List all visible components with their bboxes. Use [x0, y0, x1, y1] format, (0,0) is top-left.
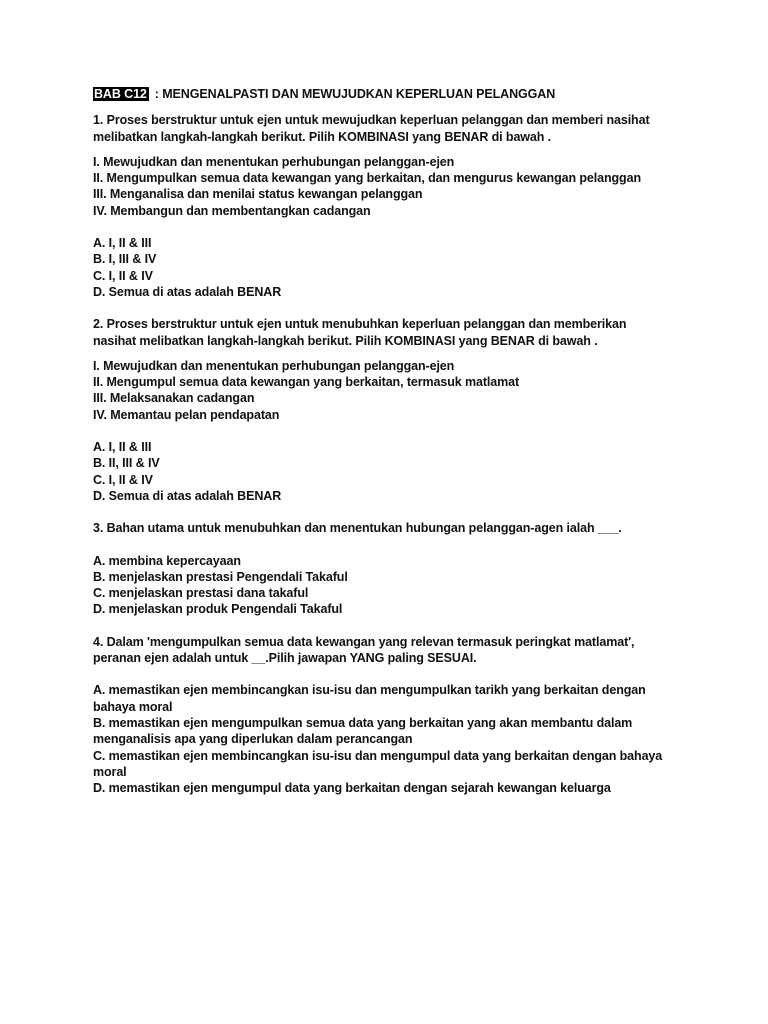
answer-option-line: menganalisis apa yang diperlukan dalam perancangan: [93, 732, 413, 747]
statement-item: I. Mewujudkan dan menentukan perhubungan pelanggan-ejen: [93, 358, 455, 373]
chapter-heading: [93, 86, 693, 102]
chapter-tag: BAB C12: [94, 87, 147, 101]
answer-option: D. menjelaskan produk Pengendali Takaful: [93, 602, 343, 617]
statement-item: IV. Memantau pelan pendapatan: [93, 407, 280, 422]
answer-option-line: bahaya moral: [93, 699, 173, 714]
question-stem-line: melibatkan langkah-langkah berikut. Pilih KOMBINASI yang BENAR di bawah .: [93, 129, 552, 144]
answer-option: A. I, II & III: [93, 440, 152, 455]
question-2: [93, 316, 693, 504]
answer-option: B. I, III & IV: [93, 252, 157, 267]
statement-item: III. Melaksanakan cadangan: [93, 391, 255, 406]
chapter-title: : MENGENALPASTI DAN MEWUJUDKAN KEPERLUAN PELANGGAN: [154, 87, 556, 101]
question-3: [93, 520, 693, 617]
document-page: [93, 86, 693, 796]
statement-item: II. Mengumpulkan semua data kewangan yang berkaitan, dan mengurus kewangan pelanggan: [93, 171, 641, 186]
statement-item: III. Menganalisa dan menilai status kewangan pelanggan: [93, 187, 423, 202]
question-stem-line: peranan ejen adalah untuk __.Pilih jawapan YANG paling SESUAI.: [93, 651, 477, 666]
answer-option-line: moral: [93, 764, 127, 779]
answer-option: A. membina kepercayaan: [93, 553, 241, 568]
answer-option: C. I, II & IV: [93, 472, 153, 487]
question-1: [93, 112, 693, 300]
statement-item: II. Mengumpul semua data kewangan yang berkaitan, termasuk matlamat: [93, 375, 520, 390]
statement-item: IV. Membangun dan membentangkan cadangan: [93, 203, 371, 218]
answer-option: B. menjelaskan prestasi Pengendali Takaful: [93, 569, 348, 584]
answer-option-line: D. memastikan ejen mengumpul data yang berkaitan dengan sejarah kewangan keluarga: [93, 781, 611, 796]
question-stem-line: 1. Proses berstruktur untuk ejen untuk mewujudkan keperluan pelanggan dan memberi nasihat: [93, 113, 650, 128]
answer-option-line: B. memastikan ejen mengumpulkan semua data yang berkaitan yang akan membantu dalam: [93, 715, 633, 730]
answer-option: C. menjelaskan prestasi dana takaful: [93, 586, 309, 601]
question-stem-line: 3. Bahan utama untuk menubuhkan dan menentukan hubungan pelanggan-agen ialah ___.: [93, 521, 622, 536]
answer-option: A. I, II & III: [93, 236, 152, 251]
answer-option-line: C. memastikan ejen membincangkan isu-isu dan mengumpul data yang berkaitan dengan bahaya: [93, 748, 663, 763]
answer-option: D. Semua di atas adalah BENAR: [93, 488, 282, 503]
answer-option: D. Semua di atas adalah BENAR: [93, 284, 282, 299]
question-stem-line: 4. Dalam 'mengumpulkan semua data kewangan yang relevan termasuk peringkat matlamat',: [93, 634, 635, 649]
answer-option: C. I, II & IV: [93, 268, 153, 283]
statement-item: I. Mewujudkan dan menentukan perhubungan pelanggan-ejen: [93, 154, 455, 169]
answer-option: B. II, III & IV: [93, 456, 160, 471]
question-stem-line: 2. Proses berstruktur untuk ejen untuk menubuhkan keperluan pelanggan dan memberikan: [93, 317, 627, 332]
answer-option-line: A. memastikan ejen membincangkan isu-isu dan mengumpulkan tarikh yang berkaitan dengan: [93, 683, 646, 698]
question-4: [93, 634, 693, 797]
question-stem-line: nasihat melibatkan langkah-langkah berikut. Pilih KOMBINASI yang BENAR di bawah .: [93, 333, 598, 348]
